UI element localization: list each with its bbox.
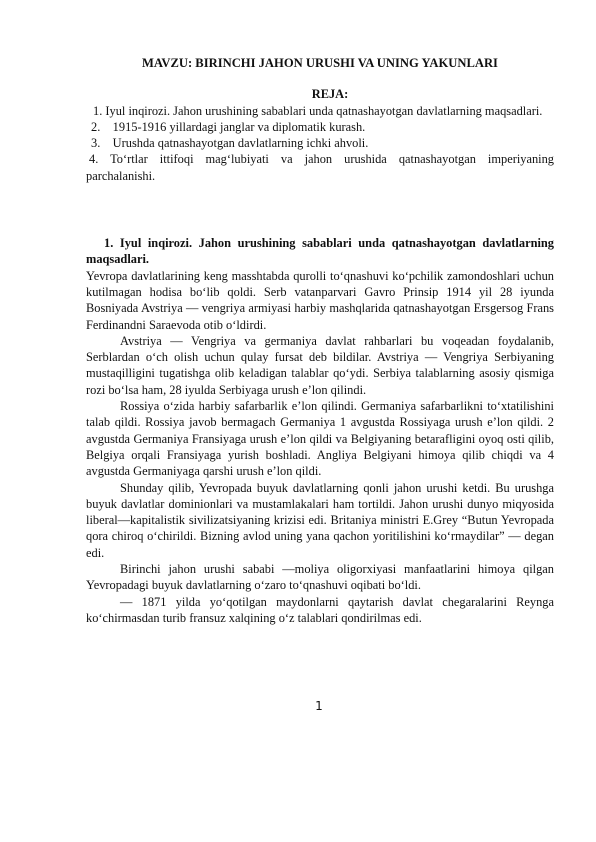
section-spacer: [86, 184, 554, 235]
section-heading: 1. Iyul inqirozi. Jahon urushining sabablari unda qatnashayotgan davlatlarning maqsadlari.: [86, 236, 554, 267]
plan-item-2: 2. 1915-1916 yillardagi janglar va diplomatik kurash.: [91, 119, 366, 134]
paragraph-3: Rossiya o‘zida harbiy safarbarlik e’lon qilindi. Germaniya safarbarlikni to‘xtatilishini talab qildi. Rossiya javob bermagach Germaniya 1 avgustda Rossiyaga urush e’lon qildi. 2 avgustda Germaniya Fransiyaga urush e’lon qildi va Belgiyaning betarafligini oyoq osti qilib, Belgiya orqali Fransiyaga yurish boshladi. Angliya Belgiyani himoya qilib chiqdi va 4 avgustda Germaniyaga qarshi urush e’lon qildi.: [86, 399, 554, 479]
plan-item-1: 1. Iyul inqirozi. Jahon urushining sabablari unda qatnashayotgan davlatlarning maqsadlari.: [93, 103, 543, 118]
page-number: 1: [315, 699, 323, 713]
section-body: [86, 268, 554, 627]
paragraph-5: Birinchi jahon urushi sababi —moliya oligorxiyasi manfaatlarini himoya qilgan Yevropadagi buyuk davlatlarning o‘zaro to‘qnashuvi oqibati bo‘ldi.: [86, 562, 554, 593]
plan-list: [86, 103, 554, 184]
plan-heading: REJA:: [311, 87, 349, 102]
paragraph-6: — 1871 yilda yo‘qotilgan maydonlarni qaytarish davlat chegaralarini Reynga ko‘chirmasdan turib fransuz xalqining o‘z talablari qondirilmas edi.: [86, 594, 554, 625]
paragraph-2: Avstriya — Vengriya va germaniya davlat rahbarlari bu voqeadan foydalanib, Serblardan o‘ch olish uchun qulay fursat deb bildilar. Avstriya — Vengriya Serbiyaning mustaqilligini tugatishga olib keladigan talablar qo‘ydi. Serbiya talablarning asosiy qismiga rozi bo‘lsa ham, 28 iyulda Serbiyaga urush e’lon qilindi.: [86, 333, 554, 397]
plan-item-4: 4. To‘rtlar ittifoqi mag‘lubiyati va jahon urushida qatnashayotgan imperiyaning parchalanishi.: [86, 152, 554, 183]
plan-item-3: 3. Urushda qatnashayotgan davlatlarning ichki ahvoli.: [91, 136, 369, 151]
paragraph-1: Yevropa davlatlarining keng masshtabda qurolli to‘qnashuvi ko‘pchilik zamondoshlari uchun kutilmagan hodisa bo‘lib qoldi. Serb vatanparvari Gavro Prinsip 1914 yil 28 iyunda Bosniyada Avstriya — vengriya armiyasi harbiy mashqlarida qatnashayotgan Ersgersog Frans Ferdinandni Saraevoda otib o‘ldirdi.: [86, 268, 554, 332]
page-content: [86, 55, 554, 626]
paragraph-4: Shunday qilib, Yevropada buyuk davlatlarning qonli jahon urushi ketdi. Bu urushga buyuk davlatlar dominionlari va mustamlakalari ham tortildi. Jahon urushi dunyo miqyosida liberal—kapitalistik sivilizatsiyaning krizisi edi. Britaniya ministri E.Grey “Butun Yevropada qora chiroq o‘chirildi. Bizning avlod uning yana qachon yoritilishini ko‘rmaydilar” — degan edi.: [86, 480, 554, 560]
document-title: MAVZU: BIRINCHI JAHON URUSHI VA UNING YAKUNLARI: [142, 56, 498, 70]
